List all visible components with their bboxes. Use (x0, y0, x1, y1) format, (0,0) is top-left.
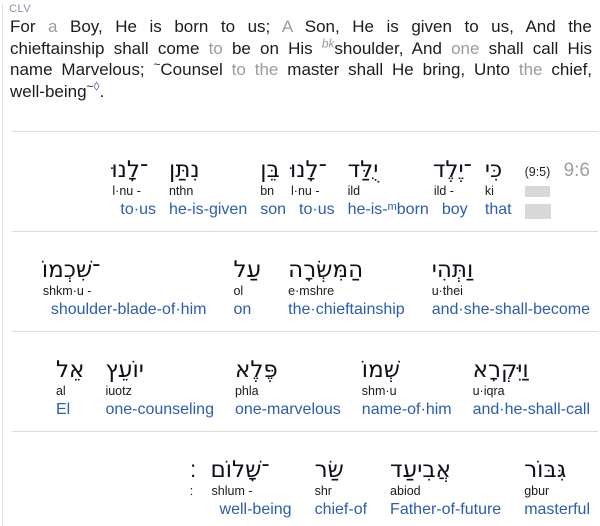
hebrew-word: אֲבִיעַד (390, 457, 452, 483)
word-column[interactable] (233, 248, 261, 322)
clv-translation-text (10, 16, 592, 102)
transliteration: ki (484, 184, 494, 198)
alt-verse-marker (525, 148, 551, 222)
english-gloss: on (233, 301, 252, 318)
word-column[interactable] (432, 148, 472, 222)
hebrew-word: וַיִּקְרָא (472, 357, 529, 383)
word-column[interactable] (56, 348, 84, 422)
transliteration: e·mshre (288, 284, 335, 298)
clv-word: the (568, 17, 592, 36)
clv-word: shoulder, (334, 38, 404, 58)
english-gloss: and·she-shall-become (431, 301, 590, 318)
english-gloss: one-counseling (105, 401, 214, 418)
clv-word: bring, (422, 60, 466, 79)
word-column[interactable] (315, 448, 367, 522)
clv-word: be (231, 38, 251, 58)
marker-gloss-slot (525, 201, 551, 222)
clv-word: His (288, 38, 313, 58)
clv-word: shall (488, 38, 524, 58)
english-gloss: Father-of-future (390, 501, 502, 518)
clv-word: Unto (474, 60, 510, 79)
placeholder-box (525, 204, 551, 219)
clv-word: born (174, 17, 209, 36)
superscript-note: ~ (153, 57, 161, 72)
english-gloss: to·us (299, 201, 335, 218)
hebrew-word: שְׁמוֹ (361, 357, 400, 383)
transliteration: ild - (433, 184, 454, 198)
english-gloss: masterful (524, 501, 590, 518)
hebrew-word: יֻלַּד (347, 157, 379, 183)
word-column[interactable] (235, 348, 341, 422)
transliteration: l·nu - (291, 184, 320, 198)
hebrew-word: ־שִׁכְמוֹ (41, 257, 101, 283)
version-label[interactable]: CLV (9, 3, 32, 15)
word-column[interactable] (432, 248, 590, 322)
hebrew-word: נִתַּן (168, 157, 200, 183)
english-gloss: that (484, 201, 512, 218)
verse-row (12, 431, 598, 526)
word-column[interactable] (390, 448, 501, 522)
transliteration: : (189, 484, 194, 498)
english-gloss: one-marvelous (234, 401, 341, 418)
clv-word: He (392, 60, 414, 79)
interlinear-section (12, 131, 598, 526)
transliteration: u·thei (431, 284, 463, 298)
clv-word: Counsel (160, 60, 223, 79)
clv-word: well-being (10, 81, 87, 101)
transliteration: shlum - (211, 484, 253, 498)
english-gloss: chief-of (314, 501, 368, 518)
superscript-note: bk (321, 35, 335, 50)
clv-word: to (231, 60, 246, 79)
english-gloss: he-is-ᵐborn (347, 201, 429, 218)
word-column[interactable] (111, 148, 156, 222)
hebrew-word: עַל (233, 257, 262, 283)
clv-line (10, 78, 592, 103)
clv-word: And (411, 38, 442, 58)
clv-word: name (10, 60, 53, 79)
hebrew-word: ־לָנוּ (111, 157, 149, 183)
clv-word: chief, (551, 60, 593, 79)
hebrew-word: כִּי (484, 157, 503, 183)
transliteration: shr (314, 484, 332, 498)
clv-word: on (260, 38, 279, 58)
word-column[interactable] (524, 448, 590, 522)
clv-word: master (287, 60, 340, 79)
hebrew-word: גִּבּוֹר (524, 457, 567, 483)
clv-word: the (518, 60, 543, 79)
diamond-note-icon: ◊ (93, 78, 100, 93)
clv-word: us, (491, 17, 514, 36)
word-column[interactable] (210, 448, 292, 522)
transliteration: phla (234, 384, 259, 398)
window-edge-line (2, 3, 3, 526)
clv-word: to (464, 17, 479, 36)
transliteration: bn (260, 184, 275, 198)
clv-word: . (99, 81, 105, 101)
clv-word: shall (348, 60, 384, 79)
hebrew-word: ־יֶלֶד (432, 157, 472, 183)
english-gloss: he-is-given (168, 201, 248, 218)
transliteration: shm·u (361, 384, 397, 398)
clv-word: come (157, 38, 200, 58)
english-gloss: shoulder-blade-of·him (50, 301, 207, 318)
english-gloss: name-of·him (361, 401, 452, 418)
word-column[interactable] (362, 348, 452, 422)
word-column[interactable] (288, 248, 405, 322)
hebrew-word: ־לָנוּ (290, 157, 327, 183)
word-column[interactable] (348, 148, 429, 222)
hebrew-word: הַמִּשְׂרָה (288, 257, 364, 283)
word-column[interactable] (473, 348, 590, 422)
english-gloss: El (55, 401, 71, 418)
clv-word: For (10, 17, 36, 36)
verse-row (12, 331, 598, 431)
clv-word: shall (113, 38, 149, 58)
clv-word: a (48, 17, 58, 36)
clv-word: He (352, 17, 374, 36)
hebrew-word: אֵל (55, 357, 85, 383)
clv-word: given (411, 17, 452, 36)
english-gloss: and·he-shall-call (472, 401, 590, 418)
clv-word: A (281, 17, 293, 36)
clv-line (10, 35, 593, 60)
clv-word: to (220, 17, 236, 36)
clv-word: one (451, 38, 480, 58)
transliteration: shkm·u - (42, 284, 92, 298)
verse-row (12, 231, 598, 331)
word-column[interactable] (260, 148, 286, 222)
verse-reference-label: 9:6 (563, 160, 590, 181)
transliteration: abiod (390, 484, 421, 498)
hebrew-word: יוֹעֵץ (105, 357, 144, 383)
clv-word: us; (247, 17, 271, 36)
transliteration: nthn (168, 184, 194, 198)
transliteration: ol (233, 284, 244, 298)
hebrew-word: שַׂר (314, 457, 344, 483)
alt-verse-label: (9:5) (524, 164, 551, 179)
hebrew-word: ־שָׁלוֹם (210, 457, 270, 483)
clv-word: chieftainship (10, 38, 105, 58)
clv-line (10, 16, 592, 38)
marker-translit-slot (525, 184, 550, 200)
verse-row (12, 131, 598, 231)
word-column[interactable] (41, 248, 207, 322)
hebrew-word: וַתְּהִי (431, 257, 474, 283)
word-column[interactable] (169, 148, 247, 222)
word-column[interactable] (105, 348, 214, 422)
word-column[interactable] (190, 448, 197, 522)
clv-word: Son, (304, 17, 340, 36)
english-gloss: son (260, 201, 287, 218)
clv-word: Boy, (70, 17, 103, 36)
placeholder-box (525, 186, 550, 197)
english-gloss: the·chieftainship (288, 301, 405, 318)
clv-word: He (115, 17, 138, 36)
english-gloss: boy (441, 201, 468, 218)
verse-reference (564, 148, 590, 184)
clv-word: Marvelous; (61, 60, 145, 79)
clv-word: the (254, 60, 279, 79)
clv-line (10, 59, 592, 81)
superscript-note: ~ (86, 78, 94, 93)
transliteration: l·nu - (112, 184, 141, 198)
hebrew-word: בֵּן (260, 157, 280, 183)
transliteration: ild (347, 184, 361, 198)
word-column[interactable] (485, 148, 512, 222)
english-gloss: well-being (219, 501, 292, 518)
transliteration: iuotz (105, 384, 132, 398)
hebrew-word: פֶּלֶא (234, 357, 278, 383)
hebrew-word: ׃ (189, 457, 197, 483)
clv-word: to (208, 38, 223, 58)
transliteration: al (55, 384, 66, 398)
clv-word: call (532, 38, 559, 58)
english-gloss: to·us (120, 201, 156, 218)
clv-word: is (149, 17, 162, 36)
clv-word: His (567, 38, 593, 58)
transliteration: u·iqra (472, 384, 505, 398)
isa-interlinear-page (0, 3, 600, 526)
word-column[interactable] (290, 148, 335, 222)
transliteration: gbur (524, 484, 550, 498)
clv-word: And (525, 17, 556, 36)
clv-word: is (386, 17, 399, 36)
